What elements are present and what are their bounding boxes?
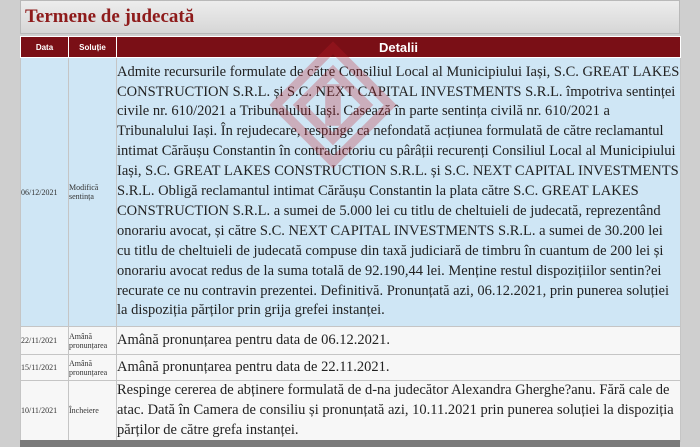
section-header — [20, 0, 680, 34]
row-date: 06/12/2021 — [21, 58, 69, 327]
table-row — [21, 381, 681, 442]
section-title: Termene de judecată — [25, 6, 195, 27]
row-details: Amână pronunțarea pentru data de 06.12.2021. — [117, 327, 681, 355]
row-details: Amână pronunțarea pentru data de 22.11.2021. — [117, 355, 681, 381]
table-header-row — [21, 37, 681, 58]
table-row — [21, 58, 681, 327]
column-header-solution: Soluție — [69, 37, 117, 58]
row-date: 10/11/2021 — [21, 381, 69, 442]
row-solution: Amână pronunțarea — [69, 355, 117, 381]
row-date: 15/11/2021 — [21, 355, 69, 381]
hearings-table — [20, 36, 681, 442]
row-solution: Modifică sentința — [69, 58, 117, 327]
table-row — [21, 355, 681, 381]
table-row — [21, 327, 681, 355]
row-date: 22/11/2021 — [21, 327, 69, 355]
column-header-details: Detalii — [117, 37, 681, 58]
row-solution: Încheiere — [69, 381, 117, 442]
row-details: Admite recursurile formulate de către Consiliul Local al Municipiului Iași, S.C. GREAT LAKES CONSTRUCTION S.R.L. și S.C. NEXT CAPITAL INVESTMENTS S.R.L. împotriva sentinței civile nr. 610/2021 a Tribunalului Iași. Casează în parte sentința civilă nr. 610/2021 a Tribunalului Iași. În rejudecare, respinge ca nefondată acțiunea formulată de către reclamantul intimat Cărăușu Constantin în contradictoriu cu pârâții recurenți Consiliul Local al Municipiului Iași, S.C. GREAT LAKES CONSTRUCTION S.R.L. și S.C. NEXT CAPITAL INVESTMENTS S.R.L. Obligă reclamantul intimat Cărăușu Constantin la plata către S.C. GREAT LAKES CONSTRUCTION S.R.L. a sumei de 5.000 lei cu titlu de cheltuieli de judecată, reprezentând onorariu avocat, și către S.C. NEXT CAPITAL INVESTMENTS S.R.L. a sumei de 30.200 lei cu titlu de cheltuieli de judecată compuse din taxă judiciară de timbru în cuantum de 200 lei și onorariu avocat redus de la suma totală de 92.190,44 lei. Menține restul dispozițiilor sentin?ei recurate ce nu contravin prezentei. Definitivă. Pronunțată azi, 06.12.2021, prin punerea soluției la dispoziția părților prin grija grefei instanței. — [117, 58, 681, 327]
row-details: Respinge cererea de abținere formulată de d-na judecător Alexandra Gherghe?anu. Fără cale de atac. Dată în Camera de consiliu și pronunțată azi, 10.11.2021 prin punerea soluției la dispoziția părților de către grefa instanței. — [117, 381, 681, 442]
column-header-date: Data — [21, 37, 69, 58]
row-solution: Amână pronunțarea — [69, 327, 117, 355]
bottom-bar — [20, 440, 680, 447]
